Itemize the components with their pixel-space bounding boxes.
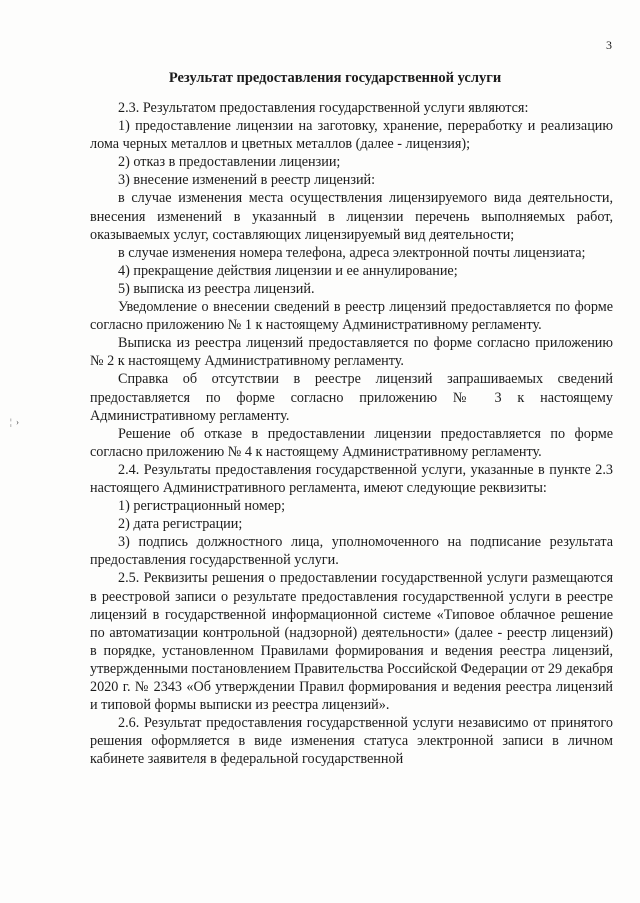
paragraph: 2.3. Результатом предоставления государственной услуги являются:	[118, 100, 529, 116]
paragraph: Решение об отказе в предоставлении лицензии предоставляется по форме согласно приложению № 4 к настоящему Административному регламенту.	[90, 425, 613, 460]
paragraph: 2) дата регистрации;	[118, 516, 243, 533]
paragraph: Уведомление о внесении сведений в реестр лицензий предоставляется по форме согласно приложению № 1 к настоящему Административному регламенту.	[90, 299, 613, 334]
paragraph: Выписка из реестра лицензий предоставляется по форме согласно приложению № 2 к настоящему Административному регламенту.	[90, 335, 613, 370]
margin-mark: ¦ ›	[10, 417, 21, 427]
page-number: 3	[606, 38, 612, 52]
paragraph: 5) выписка из реестра лицензий.	[118, 280, 315, 297]
document-body	[90, 99, 613, 768]
paragraph: 2.4. Результаты предоставления государственной услуги, указанные в пункте 2.3 настоящего Административного регламента, имеют следующие реквизиты:	[90, 461, 613, 496]
paragraph: 3) внесение изменений в реестр лицензий:	[118, 172, 376, 189]
paragraph: 1) регистрационный номер;	[118, 498, 286, 515]
paragraph: 2.5. Реквизиты решения о предоставлении государственной услуги размещаются в реестровой записи о результате предоставления государственной услуги в реестре лицензий в государственной информационной системе «Типовое облачное решение по автоматизации контрольной (надзорной) деятельности» (далее - реестр лицензий) в порядке, установленном Правилами формирования и ведения реестра лицензий, утвержденными постановлением Правительства Российской Федерации от 29 декабря 2020 г. № 2343 «Об утверждении Правил формирования и ведения реестра лицензий и типовой формы выписки из реестра лицензий».	[90, 570, 613, 714]
paragraph: 2) отказ в предоставлении лицензии;	[118, 154, 341, 171]
paragraph: 1) предоставление лицензии на заготовку, хранение, переработку и реализацию лома черных металлов и цветных металлов (далее - лицензия);	[90, 118, 613, 153]
paragraph: в случае изменения места осуществления лицензируемого вида деятельности, внесения изменений в указанный в лицензии перечень выполняемых работ, оказываемых услуг, составляющих лицензируемый вид деятельности;	[90, 190, 613, 243]
paragraph: Справка об отсутствии в реестре лицензий запрашиваемых сведений предоставляется по форме согласно приложению № 3 к настоящему Административному регламенту.	[90, 371, 613, 424]
paragraph: 2.6. Результат предоставления государственной услуги независимо от принятого решения оформляется в виде изменения статуса электронной записи в личном кабинете заявителя в федеральной государственной	[90, 715, 613, 768]
paragraph: в случае изменения номера телефона, адреса электронной почты лицензиата;	[118, 244, 586, 261]
section-title: Результат предоставления государственной услуги	[168, 70, 502, 86]
paragraph: 3) подпись должностного лица, уполномоченного на подписание результата предоставления государственной услуги.	[90, 534, 613, 569]
paragraph: 4) прекращение действия лицензии и ее аннулирование;	[118, 262, 458, 279]
